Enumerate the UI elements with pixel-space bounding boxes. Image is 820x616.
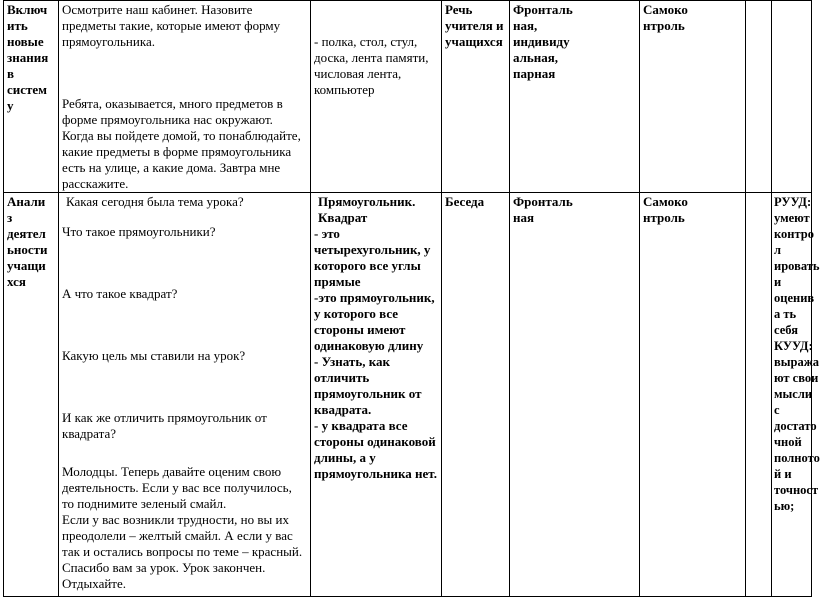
method-text: Речь учителя и учащихся <box>445 2 504 49</box>
student-text: -это прямоугольник, у которого все стороны имеют одинаковую длину <box>314 290 435 353</box>
stage-text: Анали з деятел ьности учащи хся <box>7 194 48 289</box>
empty-cell <box>746 193 772 597</box>
teacher-text: Ребята, оказывается, много предметов в форме прямоугольника нас окружают. Когда вы пойдете домой, то понаблюдайте, какие предметы в форме прямоугольника есть на улице, а какие дома. Завтра мне расскажите. <box>62 96 301 191</box>
control-cell <box>640 1 746 193</box>
stage-cell <box>4 193 59 597</box>
empty-cell <box>746 1 772 193</box>
method-cell <box>442 1 510 193</box>
form-cell <box>510 193 640 597</box>
teacher-text: Что такое прямоугольники? <box>62 224 216 239</box>
form-text: Фронталь ная <box>513 194 573 225</box>
table-row <box>4 193 812 597</box>
method-text: Беседа <box>445 194 485 209</box>
teacher-text: Какая сегодня была тема урока? <box>66 194 244 209</box>
control-text: Самоко нтроль <box>643 194 688 225</box>
teacher-text: Молодцы. Теперь давайте оценим свою деятельность. Если у вас все получилось, то поднимите зеленый смайл. <box>62 464 292 511</box>
student-text: - это четырехугольник, у которого все углы прямые <box>314 226 431 289</box>
teacher-activity-cell <box>59 193 311 597</box>
form-text: Фронталь ная, индивиду альная, парная <box>513 2 573 81</box>
student-text: - у квадрата все стороны одинаковой длины, а у прямоугольника нет. <box>314 418 437 481</box>
student-text: Прямоугольник. Квадрат <box>318 194 416 225</box>
control-text: Самоко нтроль <box>643 2 688 33</box>
student-text: - Узнать, как отличить прямоугольник от квадрата. <box>314 354 422 417</box>
teacher-text: А что такое квадрат? <box>62 286 178 301</box>
uud-text: РУУД: умеют контрол ировать и оценива ть себя КУУД: выража ют свои мысли с достато чной полното й и точност ью; <box>774 195 820 513</box>
table-row <box>4 1 812 193</box>
teacher-text: Если у вас возникли трудности, но вы их преодолели – желтый смайл. А если у вас так и остались вопросы по теме – красный. Спасибо вам за урок. Урок закончен. Отдыхайте. <box>62 512 303 591</box>
uud-cell <box>772 193 820 597</box>
method-cell <box>442 193 510 597</box>
student-text: - полка, стол, стул, доска, лента памяти, числовая лента, компьютер <box>314 34 429 97</box>
teacher-text: Осмотрите наш кабинет. Назовите предметы такие, которые имеют форму прямоугольника. <box>62 2 281 49</box>
stage-text: Включ ить новые знания в систем у <box>7 2 49 113</box>
control-cell <box>640 193 746 597</box>
student-activity-cell <box>311 1 442 193</box>
stage-cell <box>4 1 59 193</box>
teacher-text: И как же отличить прямоугольник от квадрата? <box>62 410 267 441</box>
uud-cell <box>772 1 812 193</box>
form-cell <box>510 1 640 193</box>
teacher-activity-cell <box>59 1 311 193</box>
teacher-text: Какую цель мы ставили на урок? <box>62 348 246 363</box>
lesson-plan-table <box>3 0 820 597</box>
student-activity-cell <box>311 193 442 597</box>
